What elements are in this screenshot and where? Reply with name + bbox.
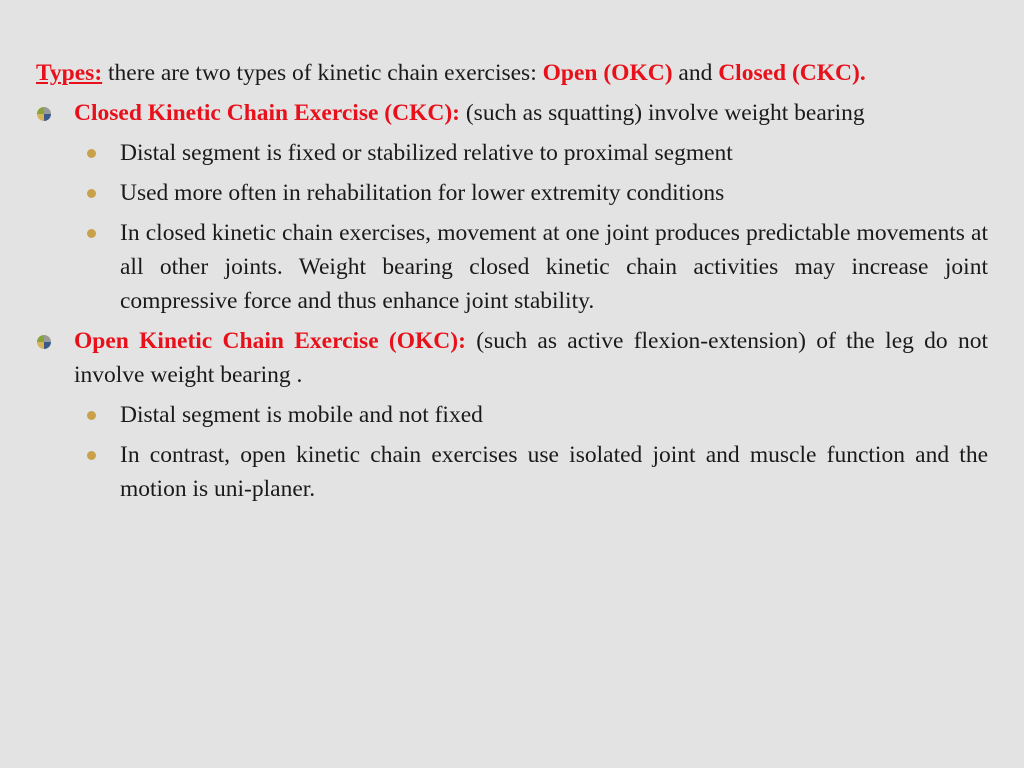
closed-chain-text: (such as squatting) involve weight bearing — [459, 100, 865, 126]
list-item — [36, 136, 988, 170]
list-item-text: Distal segment is mobile and not fixed — [120, 402, 483, 428]
list-item — [36, 176, 988, 210]
closed-chain-heading: Closed Kinetic Chain Exercise (CKC): — [74, 100, 460, 126]
dot-bullet-icon — [87, 149, 96, 158]
quadrant-pie-bullet-icon — [36, 334, 52, 350]
list-item — [36, 438, 988, 506]
slide-content — [36, 56, 988, 506]
dot-bullet-icon — [87, 189, 96, 198]
types-label: Types: — [36, 60, 103, 86]
dot-bullet-icon — [87, 451, 96, 460]
types-paragraph — [36, 56, 988, 90]
list-item-text: Distal segment is fixed or stabilized relative to proximal segment — [120, 140, 733, 166]
dot-bullet-icon — [87, 229, 96, 238]
list-item-text: In contrast, open kinetic chain exercises use isolated joint and muscle function and the motion is uni-planer. — [120, 442, 988, 502]
list-item-text: Used more often in rehabilitation for lower extremity conditions — [120, 180, 725, 206]
open-chain-text: (such as active flexion-extension) of the leg do not involve weight bearing . — [74, 328, 989, 388]
list-item — [36, 398, 988, 432]
closed-ckc-label: Closed (CKC). — [718, 60, 866, 86]
quadrant-pie-bullet-icon — [36, 106, 52, 122]
open-chain-heading: Open Kinetic Chain Exercise (OKC): — [74, 328, 466, 354]
closed-chain-item — [36, 96, 988, 130]
dot-bullet-icon — [87, 411, 96, 420]
open-chain-item — [36, 324, 988, 392]
open-okc-label: Open (OKC) — [542, 60, 673, 86]
types-text: there are two types of kinetic chain exercises: — [102, 60, 543, 86]
and-text: and — [672, 60, 719, 86]
list-item-text: In closed kinetic chain exercises, movement at one joint produces predictable movements at all other joints. Weight bearing closed kinetic chain activities may increase joint compressive force and thus enhance joint stability. — [120, 220, 988, 314]
list-item — [36, 216, 988, 318]
